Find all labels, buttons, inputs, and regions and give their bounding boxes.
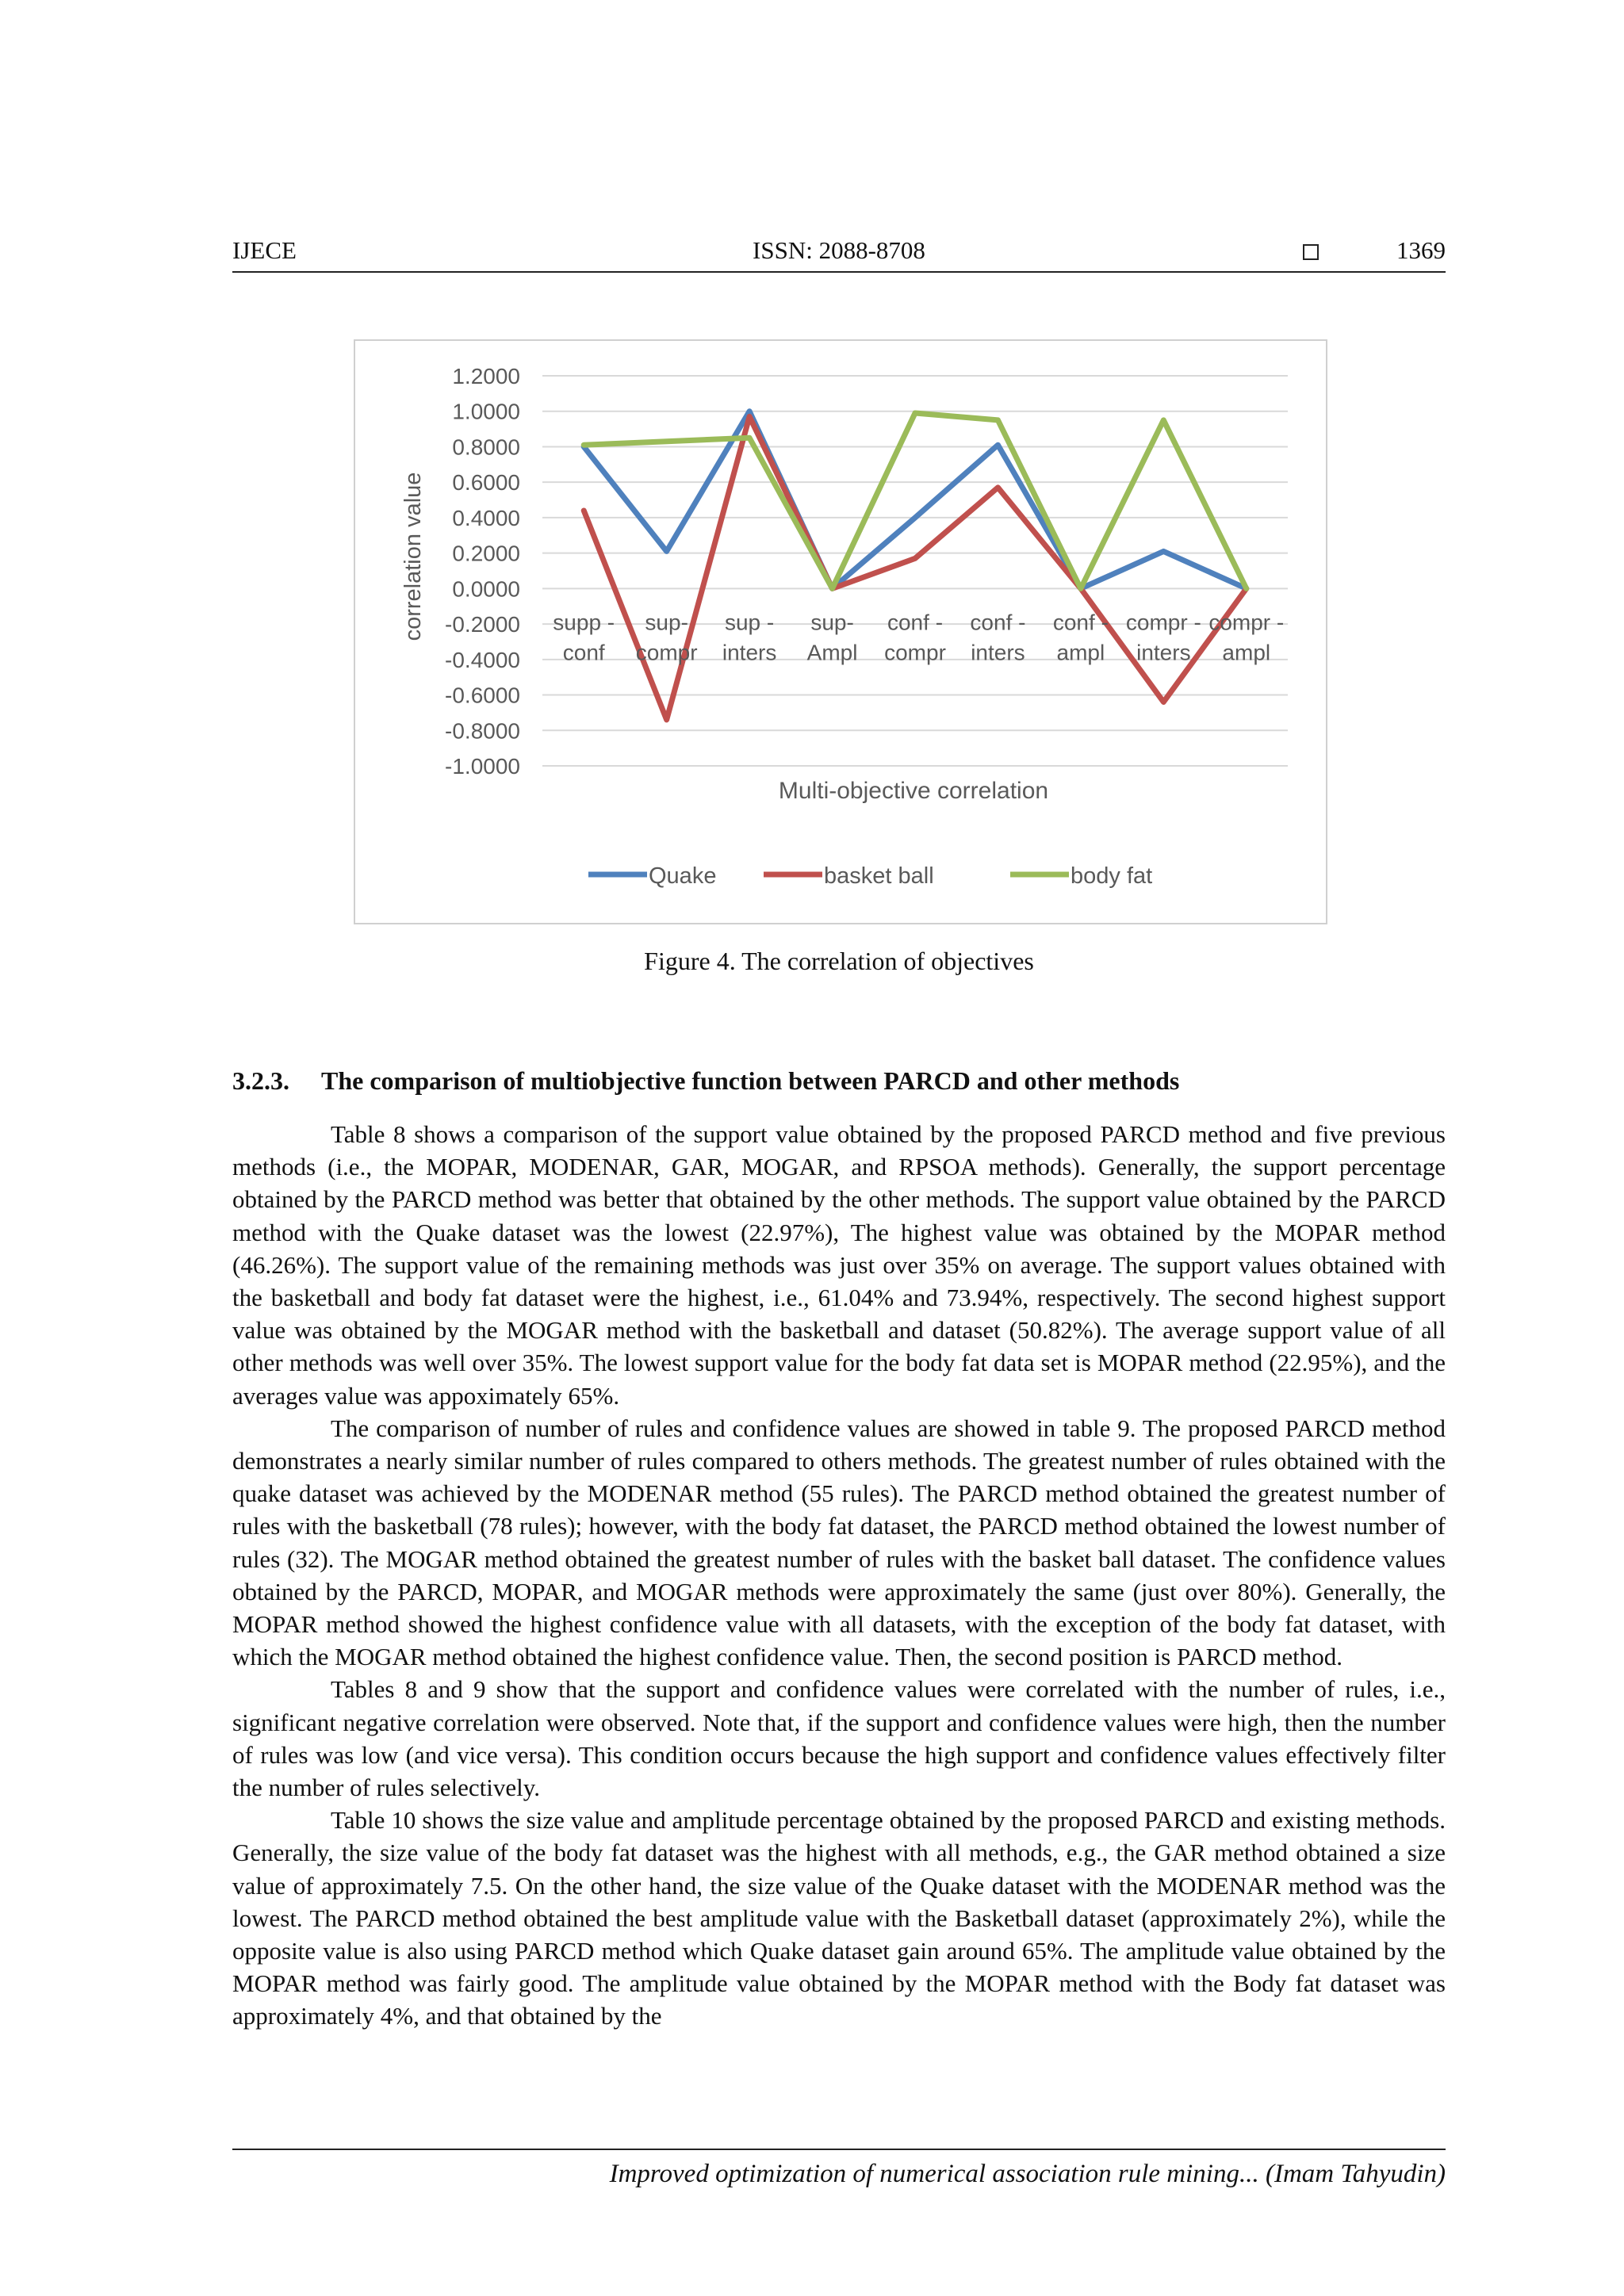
x-tick-label: conf -	[887, 610, 944, 635]
y-tick-label: 0.2000	[452, 541, 520, 566]
legend-label: body fat	[1071, 863, 1153, 889]
series-line-basket-ball	[584, 416, 1247, 719]
y-tick-label: 0.4000	[452, 505, 520, 530]
y-tick-label: -1.0000	[445, 754, 520, 779]
x-tick-label: conf	[562, 640, 605, 665]
section-title: The comparison of multiobjective function between PARCD and other methods	[321, 1066, 1180, 1095]
x-tick-label: sup-	[810, 610, 854, 635]
section-heading	[232, 1066, 1179, 1096]
page-footer	[232, 2149, 1446, 2188]
page-header	[232, 236, 1446, 273]
paragraph: Tables 8 and 9 show that the support and confidence values were correlated with the number of rules, i.e., significant negative correlation were observed. Note that, if the support and confidence values were high, then the number of rules was low (and vice versa). This condition occurs because the high support and confidence values effectively filter the number of rules selectively.	[232, 1675, 1446, 1802]
y-tick-labels	[445, 364, 520, 779]
x-tick-label: ampl	[1222, 640, 1271, 665]
x-tick-label: conf -	[970, 610, 1026, 635]
x-tick-label: compr -	[1208, 610, 1285, 635]
x-category-labels	[553, 610, 1284, 664]
x-tick-label: sup-	[645, 610, 688, 635]
issn: ISSN: 2088-8708	[753, 236, 925, 264]
y-axis-label: correlation value	[400, 472, 426, 641]
x-tick-label: compr	[635, 640, 698, 665]
x-tick-label: compr	[884, 640, 946, 665]
x-tick-label: ampl	[1056, 640, 1105, 665]
series-line-body-fat	[584, 413, 1247, 588]
figure-caption: Figure 4. The correlation of objectives	[644, 947, 1034, 975]
journal-name: IJECE	[232, 236, 297, 264]
x-tick-label: compr -	[1125, 610, 1201, 635]
series-line-quake	[584, 411, 1247, 589]
y-tick-label: 0.8000	[452, 434, 520, 460]
paragraph: The comparison of number of rules and confidence values are showed in table 9. The proposed PARCD method demonstrates a nearly similar number of rules compared to others methods. The greatest number of rules obtained with the quake dataset was achieved by the MODENAR method (55 rules). The PARCD method obtained the greatest number of rules with the basketball (78 rules); however, with the body fat dataset, the PARCD method obtained the lowest number of rules (32). The MOGAR method obtained the greatest number of rules with the basket ball dataset. The confidence values obtained by the PARCD, MOPAR, and MOGAR methods were approximately the same (just over 80%). Generally, the MOPAR method showed the highest confidence value with all datasets, with the exception of the body fat dataset, with which the MOGAR method obtained the highest confidence value. Then, the second position is PARCD method.	[232, 1414, 1446, 1671]
y-tick-label: -0.6000	[445, 683, 520, 708]
y-tick-label: 0.6000	[452, 470, 520, 496]
footer-citation: Improved optimization of numerical association rule mining... (Imam Tahyudin)	[609, 2160, 1446, 2188]
body-text	[232, 1118, 1446, 2033]
y-tick-label: 0.0000	[452, 576, 520, 602]
legend-label: Quake	[649, 863, 717, 889]
series-lines	[584, 411, 1247, 720]
x-tick-label: inters	[971, 640, 1025, 665]
x-tick-label: Ampl	[806, 640, 858, 665]
paragraph: Table 8 shows a comparison of the support value obtained by the proposed PARCD method and five previous methods (i.e., the MOPAR, MODENAR, GAR, MOGAR, and RPSOA methods). Generally, the support percentage obtained by the PARCD method was better that obtained by the other methods. The support value obtained by the PARCD method with the Quake dataset was the lowest (22.97%), The highest value was obtained by the MOPAR method (46.26%). The support value of the remaining methods was just over 35% on average. The support values obtained with the basketball and body fat dataset were the highest, i.e., 61.04% and 73.94%, respectively. The second highest support value was obtained by the MOGAR method with the basketball and dataset (50.82%). The average support value of all other methods was well over 35%. The lowest support value for the body fat data set is MOPAR method (22.95%), and the averages value was appoximately 65%.	[232, 1120, 1446, 1410]
y-tick-label: -0.4000	[445, 647, 520, 672]
x-tick-label: inters	[1136, 640, 1191, 665]
x-tick-label: conf -	[1052, 610, 1109, 635]
x-tick-label: supp -	[553, 610, 615, 635]
paragraph: Table 10 shows the size value and amplitude percentage obtained by the proposed PARCD and existing methods. Generally, the size value of the body fat dataset was the highest with all methods, e.g., the GAR method obtained a size value of approximately 7.5. On the other hand, the size value of the Quake dataset with the MODENAR method was the lowest. The PARCD method obtained the best amplitude value with the Basketball dataset (approximately 2%), while the opposite value is also using PARCD method which Quake dataset gain around 65%. The amplitude value obtained by the MOPAR method was fairly good. The amplitude value obtained by the MOPAR method with the Body fat dataset was approximately 4%, and that obtained by the	[232, 1806, 1446, 2030]
page-number: 1369	[1396, 236, 1446, 264]
x-tick-label: sup -	[724, 610, 775, 635]
y-tick-label: -0.2000	[445, 612, 520, 637]
legend-label: basket ball	[824, 863, 934, 889]
square-icon	[1303, 244, 1319, 260]
y-tick-label: 1.2000	[452, 364, 520, 388]
x-tick-label: inters	[722, 640, 777, 665]
correlation-chart	[354, 339, 1327, 924]
chart-svg	[355, 341, 1326, 923]
y-tick-label: 1.0000	[452, 399, 520, 424]
chart-legend	[588, 863, 1152, 889]
grid-lines	[542, 376, 1288, 766]
section-number: 3.2.3.	[232, 1066, 289, 1095]
x-axis-label: Multi-objective correlation	[778, 778, 1049, 804]
y-tick-label: -0.8000	[445, 718, 520, 744]
